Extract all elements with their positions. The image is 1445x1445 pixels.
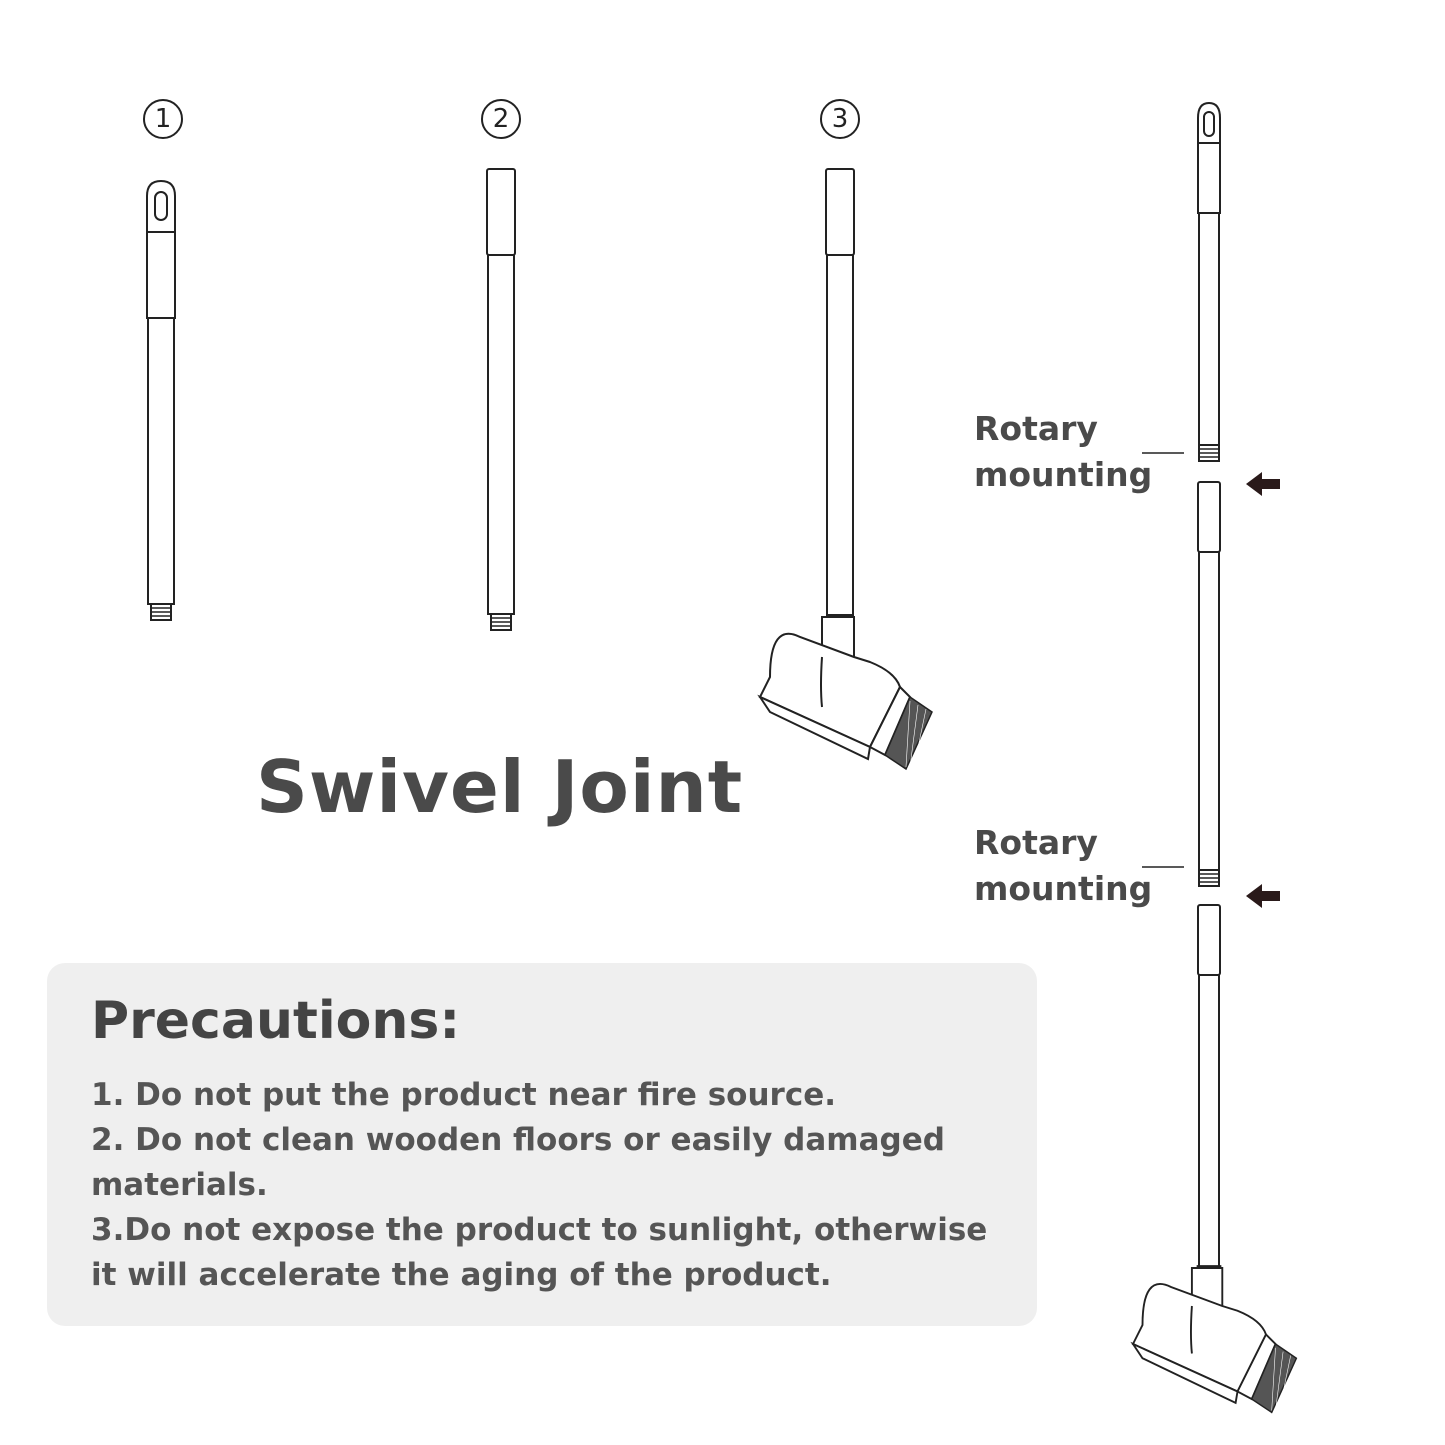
rotary-mounting-label-1 [974, 406, 1152, 498]
precaution-item-3: 3.Do not expose the product to sunlight, otherwise it will accelerate the aging of the product. [91, 1212, 988, 1293]
precaution-item-1: 1. Do not put the product near fire source. [91, 1077, 836, 1113]
mount-label-line1: Rotary [974, 823, 1098, 862]
arrow-left-icon [1246, 884, 1280, 908]
mount-label-line2: mounting [974, 455, 1153, 494]
rotary-mounting-label-2 [974, 820, 1152, 912]
step-number-3: 3 [820, 99, 860, 139]
step-number-2: 2 [481, 99, 521, 139]
part-3-brush-pole [760, 169, 932, 769]
part-1-handle-pole [147, 181, 175, 620]
arrow-left-icon [1246, 472, 1280, 496]
mount-label-line1: Rotary [974, 409, 1098, 448]
step-number-1: 1 [143, 99, 183, 139]
assembled-broom [1133, 103, 1296, 1412]
precautions-title: Precautions: [91, 991, 461, 1051]
page-title: Swivel Joint [256, 745, 744, 829]
mount-label-line2: mounting [974, 869, 1153, 908]
precautions-panel [47, 963, 1037, 1326]
part-2-middle-pole [487, 169, 515, 630]
precautions-list [91, 1073, 1011, 1298]
precaution-item-2: 2. Do not clean wooden floors or easily damaged materials. [91, 1122, 945, 1203]
